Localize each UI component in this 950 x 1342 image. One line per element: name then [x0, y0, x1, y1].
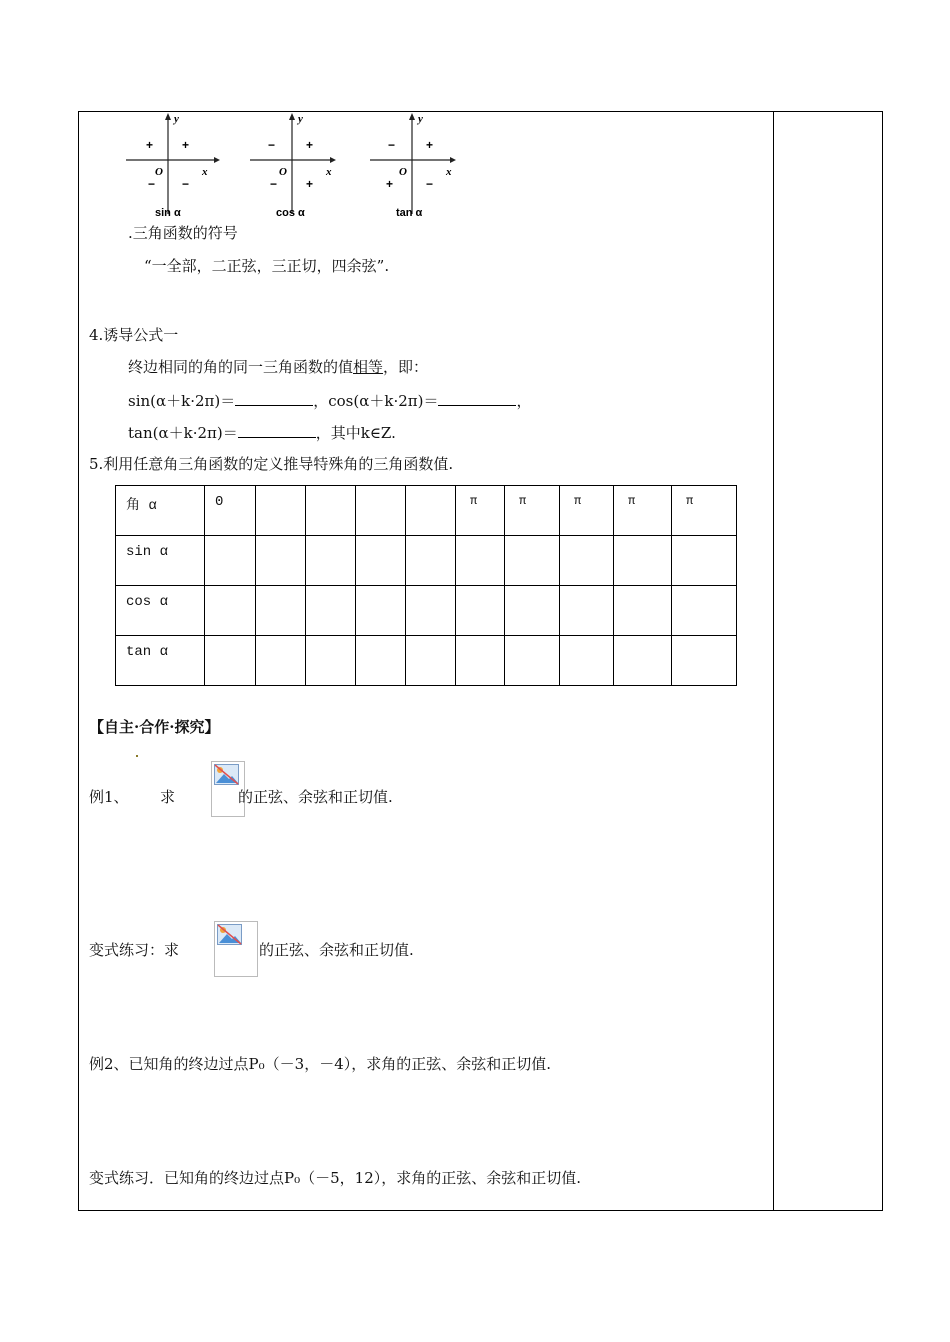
table-cell[interactable] [256, 486, 306, 536]
quadrant-2-sign: − [388, 138, 396, 152]
origin-label: O [279, 166, 287, 178]
tan-answer-blank[interactable] [238, 423, 316, 438]
example-1-ask: 求 [160, 788, 176, 806]
tan-formula-lhs: tan(α＋k·2π)＝ [128, 424, 238, 442]
formula-comma: ， [516, 392, 532, 410]
table-cell[interactable] [505, 636, 560, 686]
quadrant-1-sign: + [426, 138, 434, 152]
quadrant-4-sign: + [306, 177, 314, 191]
table-cell[interactable] [356, 486, 406, 536]
variant-1-label: 变式练习：求 [89, 941, 180, 959]
table-cell[interactable] [356, 586, 406, 636]
section-5-heading: 5.利用任意角三角函数的定义推导特殊角的三角函数值. [89, 455, 454, 473]
y-axis-label: y [418, 113, 423, 125]
cos-answer-blank[interactable] [438, 391, 516, 406]
cos-sign-diagram [246, 111, 346, 221]
section-4-heading: 4.诱导公式一 [89, 326, 179, 344]
sin-formula-lhs: sin(α＋k·2π)＝ [128, 392, 236, 410]
formula-intro-text: 终边相同的角的同一三角函数的值 [128, 358, 354, 376]
table-row [116, 636, 737, 686]
tan-sign-diagram [366, 111, 466, 221]
table-cell[interactable] [256, 586, 306, 636]
table-cell[interactable] [614, 536, 672, 586]
table-cell[interactable] [306, 536, 356, 586]
table-cell: 0 [205, 486, 256, 536]
table-cell[interactable] [356, 636, 406, 686]
table-cell[interactable] [614, 586, 672, 636]
stray-mark [136, 755, 138, 757]
row-label-sin: sin α [116, 536, 205, 586]
example-1-suffix: 的正弦、余弦和正切值. [238, 788, 393, 806]
y-axis-label: y [298, 113, 303, 125]
table-row [116, 536, 737, 586]
table-cell[interactable] [406, 536, 456, 586]
table-cell[interactable] [672, 586, 737, 636]
explore-heading: 【自主·合作·探究】 [89, 718, 220, 736]
table-cell[interactable] [256, 636, 306, 686]
cos-formula-lhs: ，cos(α＋k·2π)＝ [313, 392, 439, 410]
table-cell: π [456, 486, 505, 536]
x-axis-label: x [326, 166, 332, 178]
table-cell: π [505, 486, 560, 536]
table-cell[interactable] [560, 636, 614, 686]
row-label-cos: cos α [116, 586, 205, 636]
table-header-row [116, 486, 737, 536]
formula-intro-tail: ，即： [383, 358, 429, 376]
function-label: tan α [396, 207, 423, 219]
origin-label: O [155, 166, 163, 178]
table-cell[interactable] [406, 486, 456, 536]
table-cell[interactable] [456, 636, 505, 686]
table-cell: π [560, 486, 614, 536]
quadrant-2-sign: − [268, 138, 276, 152]
table-cell: 角 α [116, 486, 205, 536]
y-axis-label: y [174, 113, 179, 125]
origin-label: O [399, 166, 407, 178]
table-cell[interactable] [256, 536, 306, 586]
quadrant-3-sign: − [270, 177, 278, 191]
table-cell[interactable] [306, 486, 356, 536]
table-cell[interactable] [560, 536, 614, 586]
x-axis-label: x [446, 166, 452, 178]
quadrant-3-sign: + [386, 177, 394, 191]
quadrant-4-sign: − [182, 177, 190, 191]
sign-mnemonic: “一全部，二正弦，三正切，四余弦”. [144, 257, 390, 275]
sin-sign-diagram [122, 111, 222, 221]
row-label-tan: tan α [116, 636, 205, 686]
table-cell[interactable] [505, 536, 560, 586]
quadrant-4-sign: − [426, 177, 434, 191]
sign-section-title: .三角函数的符号 [128, 224, 238, 242]
quadrant-1-sign: + [182, 138, 190, 152]
notes-column-divider [773, 111, 774, 1211]
table-cell[interactable] [406, 636, 456, 686]
k-domain-note: ，其中k∈Z. [315, 424, 396, 442]
equal-word: 相等 [353, 358, 384, 376]
example-1-label: 例1、 [89, 788, 129, 806]
sin-answer-blank[interactable] [235, 391, 313, 406]
x-axis-label: x [202, 166, 208, 178]
table-cell[interactable] [205, 536, 256, 586]
table-cell: π [614, 486, 672, 536]
table-cell[interactable] [306, 636, 356, 686]
table-cell[interactable] [672, 636, 737, 686]
formula-intro [128, 358, 428, 376]
table-cell[interactable] [456, 586, 505, 636]
table-cell[interactable] [306, 586, 356, 636]
sin-cos-formula-line [128, 391, 532, 410]
table-cell[interactable] [456, 536, 505, 586]
table-cell[interactable] [505, 586, 560, 636]
table-cell[interactable] [560, 586, 614, 636]
special-angles-table [115, 485, 737, 686]
quadrant-2-sign: + [146, 138, 154, 152]
table-cell[interactable] [205, 636, 256, 686]
quadrant-3-sign: − [148, 177, 156, 191]
table-cell[interactable] [406, 586, 456, 636]
table-row [116, 586, 737, 636]
broken-image-icon [214, 921, 258, 977]
table-cell[interactable] [614, 636, 672, 686]
table-cell[interactable] [205, 586, 256, 636]
variant-1-suffix: 的正弦、余弦和正切值. [259, 941, 414, 959]
function-label: cos α [276, 207, 305, 219]
function-label: sin α [155, 207, 181, 219]
variant-2: 变式练习．已知角的终边过点P₀（－5，12），求角的正弦、余弦和正切值. [89, 1169, 582, 1187]
example-2: 例2、已知角的终边过点P₀（－3，－4），求角的正弦、余弦和正切值. [89, 1055, 552, 1073]
tan-formula-line [128, 423, 396, 442]
table-cell[interactable] [356, 536, 406, 586]
quadrant-1-sign: + [306, 138, 314, 152]
table-cell: π [672, 486, 737, 536]
table-cell[interactable] [672, 536, 737, 586]
